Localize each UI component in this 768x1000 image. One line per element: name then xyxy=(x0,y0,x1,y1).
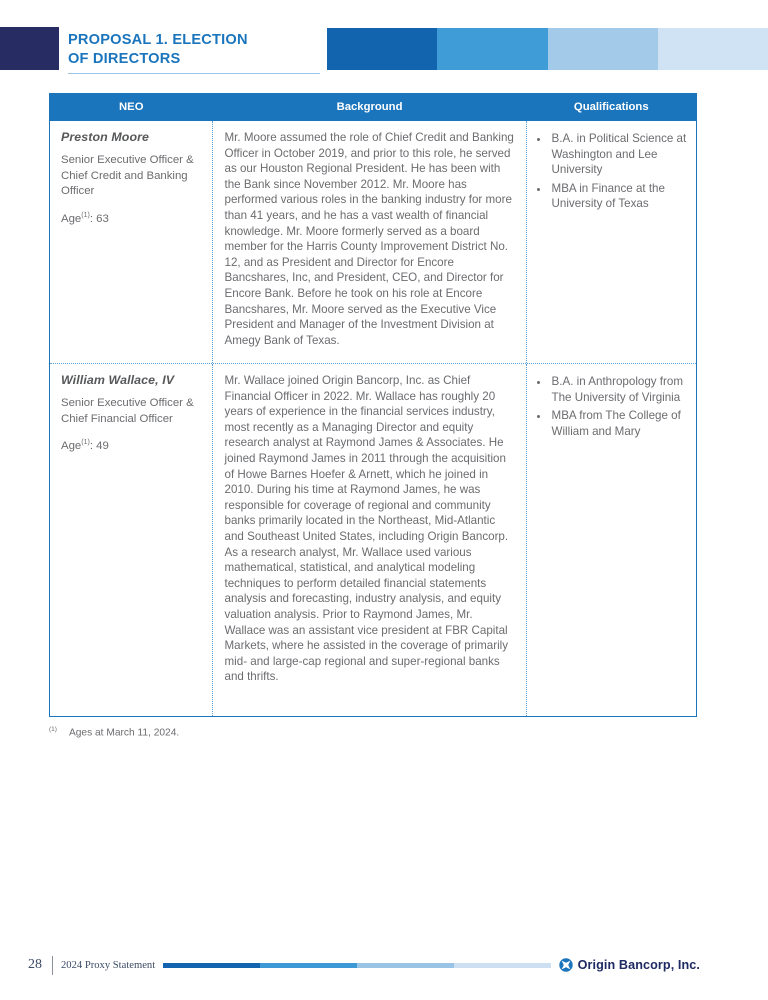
company-name: Origin Bancorp, Inc. xyxy=(577,958,700,972)
director-title: Senior Executive Officer & Chief Credit and Banking Officer xyxy=(61,154,194,197)
table-header-row xyxy=(50,94,696,121)
column-header-neo: NEO xyxy=(119,101,144,113)
gradient-segment xyxy=(548,28,658,70)
background-cell xyxy=(213,121,527,363)
background-text: Mr. Wallace joined Origin Bancorp, Inc. as Chief Financial Officer in 2022. Mr. Wallace has roughly 20 years of experience in the financial services industry, most recently as a Managing Director and equity research analyst at Raymond James & Associates. He joined Raymond James in 2011 through the acquisition of Howe Barnes Hoefer & Arnett, which he joined in 2010. During his time at Raymond James, he was responsible for coverage of regional and community banks primarily located in the Northeast, Mid-Atlantic and Southeast United States, including Origin Bancorp. As a research analyst, Mr. Wallace used various mathematical, statistical, and analytical modeling techniques to perform detailed financial statements analysis and forecasting, industry analysis, and equity valuation analysis. Prior to Raymond James, Mr. Wallace was an assistant vice president at FBR Capital Markets, where he assisted in the coverage of primarily mid- and large-cap regional and super-regional banks and thrifts. xyxy=(224,374,509,684)
navy-corner-block xyxy=(0,27,59,70)
footnote-text: Ages at March 11, 2024. xyxy=(68,727,180,739)
age-value: : 49 xyxy=(89,439,109,452)
age-value: : 63 xyxy=(89,212,109,225)
company-brand xyxy=(559,958,700,972)
age-footnote-marker: (1) xyxy=(81,439,90,446)
director-age xyxy=(61,212,204,225)
gradient-segment xyxy=(357,963,454,968)
qualifications-list xyxy=(535,131,690,212)
qualification-item: • B.A. in Anthropology from The University of Virginia xyxy=(550,374,690,405)
header-gradient-bar xyxy=(327,28,768,70)
page-footer xyxy=(28,954,700,976)
director-name: William Wallace, IV xyxy=(61,373,175,387)
footer-divider xyxy=(52,956,53,975)
gradient-segment xyxy=(454,963,551,968)
qualifications-cell xyxy=(527,364,696,716)
gradient-segment xyxy=(260,963,357,968)
footnote xyxy=(49,726,179,738)
director-age xyxy=(61,439,204,452)
qualification-item: • MBA in Finance at the University of Texas xyxy=(550,181,690,212)
age-label: Age xyxy=(61,439,82,452)
page-title-line2: OF DIRECTORS xyxy=(68,51,181,67)
document-title: 2024 Proxy Statement xyxy=(61,959,156,971)
qualifications-list xyxy=(535,374,690,439)
page-title-line1: PROPOSAL 1. ELECTION xyxy=(68,32,248,48)
neo-cell xyxy=(50,364,213,716)
gradient-segment xyxy=(437,28,547,70)
footnote-marker: (1) xyxy=(49,726,57,733)
page-title xyxy=(68,31,248,69)
page-number: 28 xyxy=(28,957,42,972)
age-footnote-marker: (1) xyxy=(81,211,90,219)
table-row xyxy=(50,364,696,716)
background-cell xyxy=(213,364,527,716)
table-row xyxy=(50,121,696,364)
age-label: Age xyxy=(61,212,82,225)
director-name: Preston Moore xyxy=(61,130,150,144)
qualification-item: • MBA from The College of William and Mary xyxy=(550,408,690,439)
origin-bancorp-logo-icon xyxy=(559,958,573,972)
neo-cell xyxy=(50,121,213,363)
qualifications-cell xyxy=(527,121,696,363)
column-header-qualifications: Qualifications xyxy=(573,101,649,113)
footer-gradient-bar xyxy=(163,963,550,968)
gradient-segment xyxy=(327,28,437,70)
gradient-segment xyxy=(658,28,768,70)
gradient-segment xyxy=(163,963,260,968)
directors-table xyxy=(49,93,697,717)
background-text: Mr. Moore assumed the role of Chief Credit and Banking Officer in October 2019, and prior to this role, he served as our Houston Regional President. He has been with the Bank since November 2012. Mr. Moore has performed various roles in the banking industry for more than 41 years, and he has a vast wealth of financial knowledge. Mr. Moore formerly served as a board member for the Harris County Improvement District No. 12, and as President and Director for Encore Bancshares, Inc, and President, CEO, and Director for Encore Bank. Before he took on his role at Encore Bancshares, Mr. Moore served as the Executive Vice President and Manager of the Investment Division at Amegy Bank of Texas. xyxy=(224,131,514,347)
qualification-item: • B.A. in Political Science at Washington and Lee University xyxy=(550,131,690,178)
heading-underline xyxy=(68,73,320,74)
column-header-background: Background xyxy=(336,101,403,113)
director-title: Senior Executive Officer & Chief Financial Officer xyxy=(61,397,194,425)
